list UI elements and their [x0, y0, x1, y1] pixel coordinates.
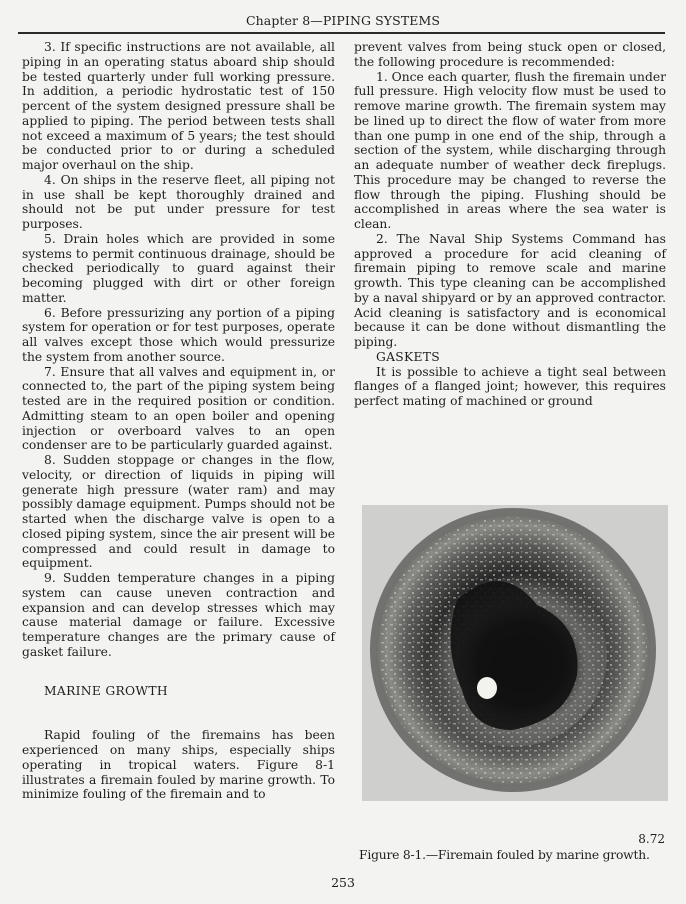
paragraph-item-4: 4. On ships in the reserve fleet, all piping not in use shall be kept thoroughly drained and should not be put under pressure for test purposes.: [22, 172, 335, 231]
marine-growth-paragraph: Rapid fouling of the firemains has been experienced on many ships, especially ships operating in tropical waters. Figure 8-1 illustrates a firemain fouled by marine growth. To minimize fouling of the firemain and to: [22, 728, 335, 802]
left-column: [22, 40, 335, 802]
procedure-item-1: 1. Once each quarter, flush the firemain under full pressure. High velocity flow must be used to remove marine growth. The firemain system may be lined up to direct the flow of water from more than one pump in one end of the ship, through a section of the system, while discharging through an adequate number of weather deck fireplugs. This procedure may be changed to reverse the flow through the piping. Flushing should be accomplished in areas where the sea water is clean.: [354, 69, 666, 231]
header-rule: [18, 32, 665, 34]
figure-caption: Figure 8-1.—Firemain fouled by marine growth.: [359, 848, 650, 862]
figure-number: 8.72: [638, 832, 665, 846]
page-number: 253: [331, 875, 355, 890]
figure-firemain-photo: [362, 505, 668, 801]
paragraph-item-7: 7. Ensure that all valves and equipment in, or connected to, the part of the piping system being tested are in the required position or condition. Admitting steam to an open boiler and opening injection or overboard valves to an open condenser are to be particularly guarded against.: [22, 364, 335, 453]
paragraph-item-9: 9. Sudden temperature changes in a piping system can cause uneven contraction and expansion and can develop stresses which may cause material damage or failure. Excessive temperature changes are the primary cause of gasket failure.: [22, 571, 335, 659]
gaskets-paragraph: It is possible to achieve a tight seal between flanges of a flanged joint; however, this requires perfect mating of machined or ground: [354, 364, 666, 408]
paragraph-item-6: 6. Before pressurizing any portion of a piping system for operation or for test purposes, operate all valves except those which would pressurize the system from another source.: [22, 305, 335, 364]
section-heading-marine-growth: MARINE GROWTH: [44, 683, 168, 698]
running-head: Chapter 8—PIPING SYSTEMS: [245, 13, 441, 28]
right-column: [354, 40, 666, 409]
procedure-item-2: 2. The Naval Ship Systems Command has approved a procedure for acid cleaning of firemain piping to remove scale and marine growth. This type cleaning can be accomplished by a naval shipyard or by an approved contractor. Acid cleaning is satisfactory and is economical because it can be done without dismantling the piping.: [354, 231, 666, 349]
fouled-pipe-image: [362, 505, 668, 801]
continuation-paragraph: prevent valves from being stuck open or closed, the following procedure is recommended:: [354, 40, 666, 69]
section-heading-gaskets: GASKETS: [376, 349, 441, 364]
paragraph-item-5: 5. Drain holes which are provided in some systems to permit continuous drainage, should be checked periodically to guard against their becoming plugged with dirt or other foreign matter.: [22, 231, 335, 305]
paragraph-item-8: 8. Sudden stoppage or changes in the flow, velocity, or direction of liquids in piping will generate high pressure (water ram) and may possibly damage equipment. Pumps should not be started when the discharge valve is open to a closed piping system, since the air present will be compressed and could result in damage to equipment.: [22, 453, 335, 571]
paragraph-item-3: 3. If specific instructions are not available, all piping in an operating status aboard ship should be tested quarterly under full working pressure. In addition, a periodic hydrostatic test of 150 percent of the system designed pressure shall be applied to piping. The period between tests shall not exceed a maximum of 5 years; the test should be conducted prior to or during a scheduled major overhaul on the ship.: [22, 40, 335, 172]
